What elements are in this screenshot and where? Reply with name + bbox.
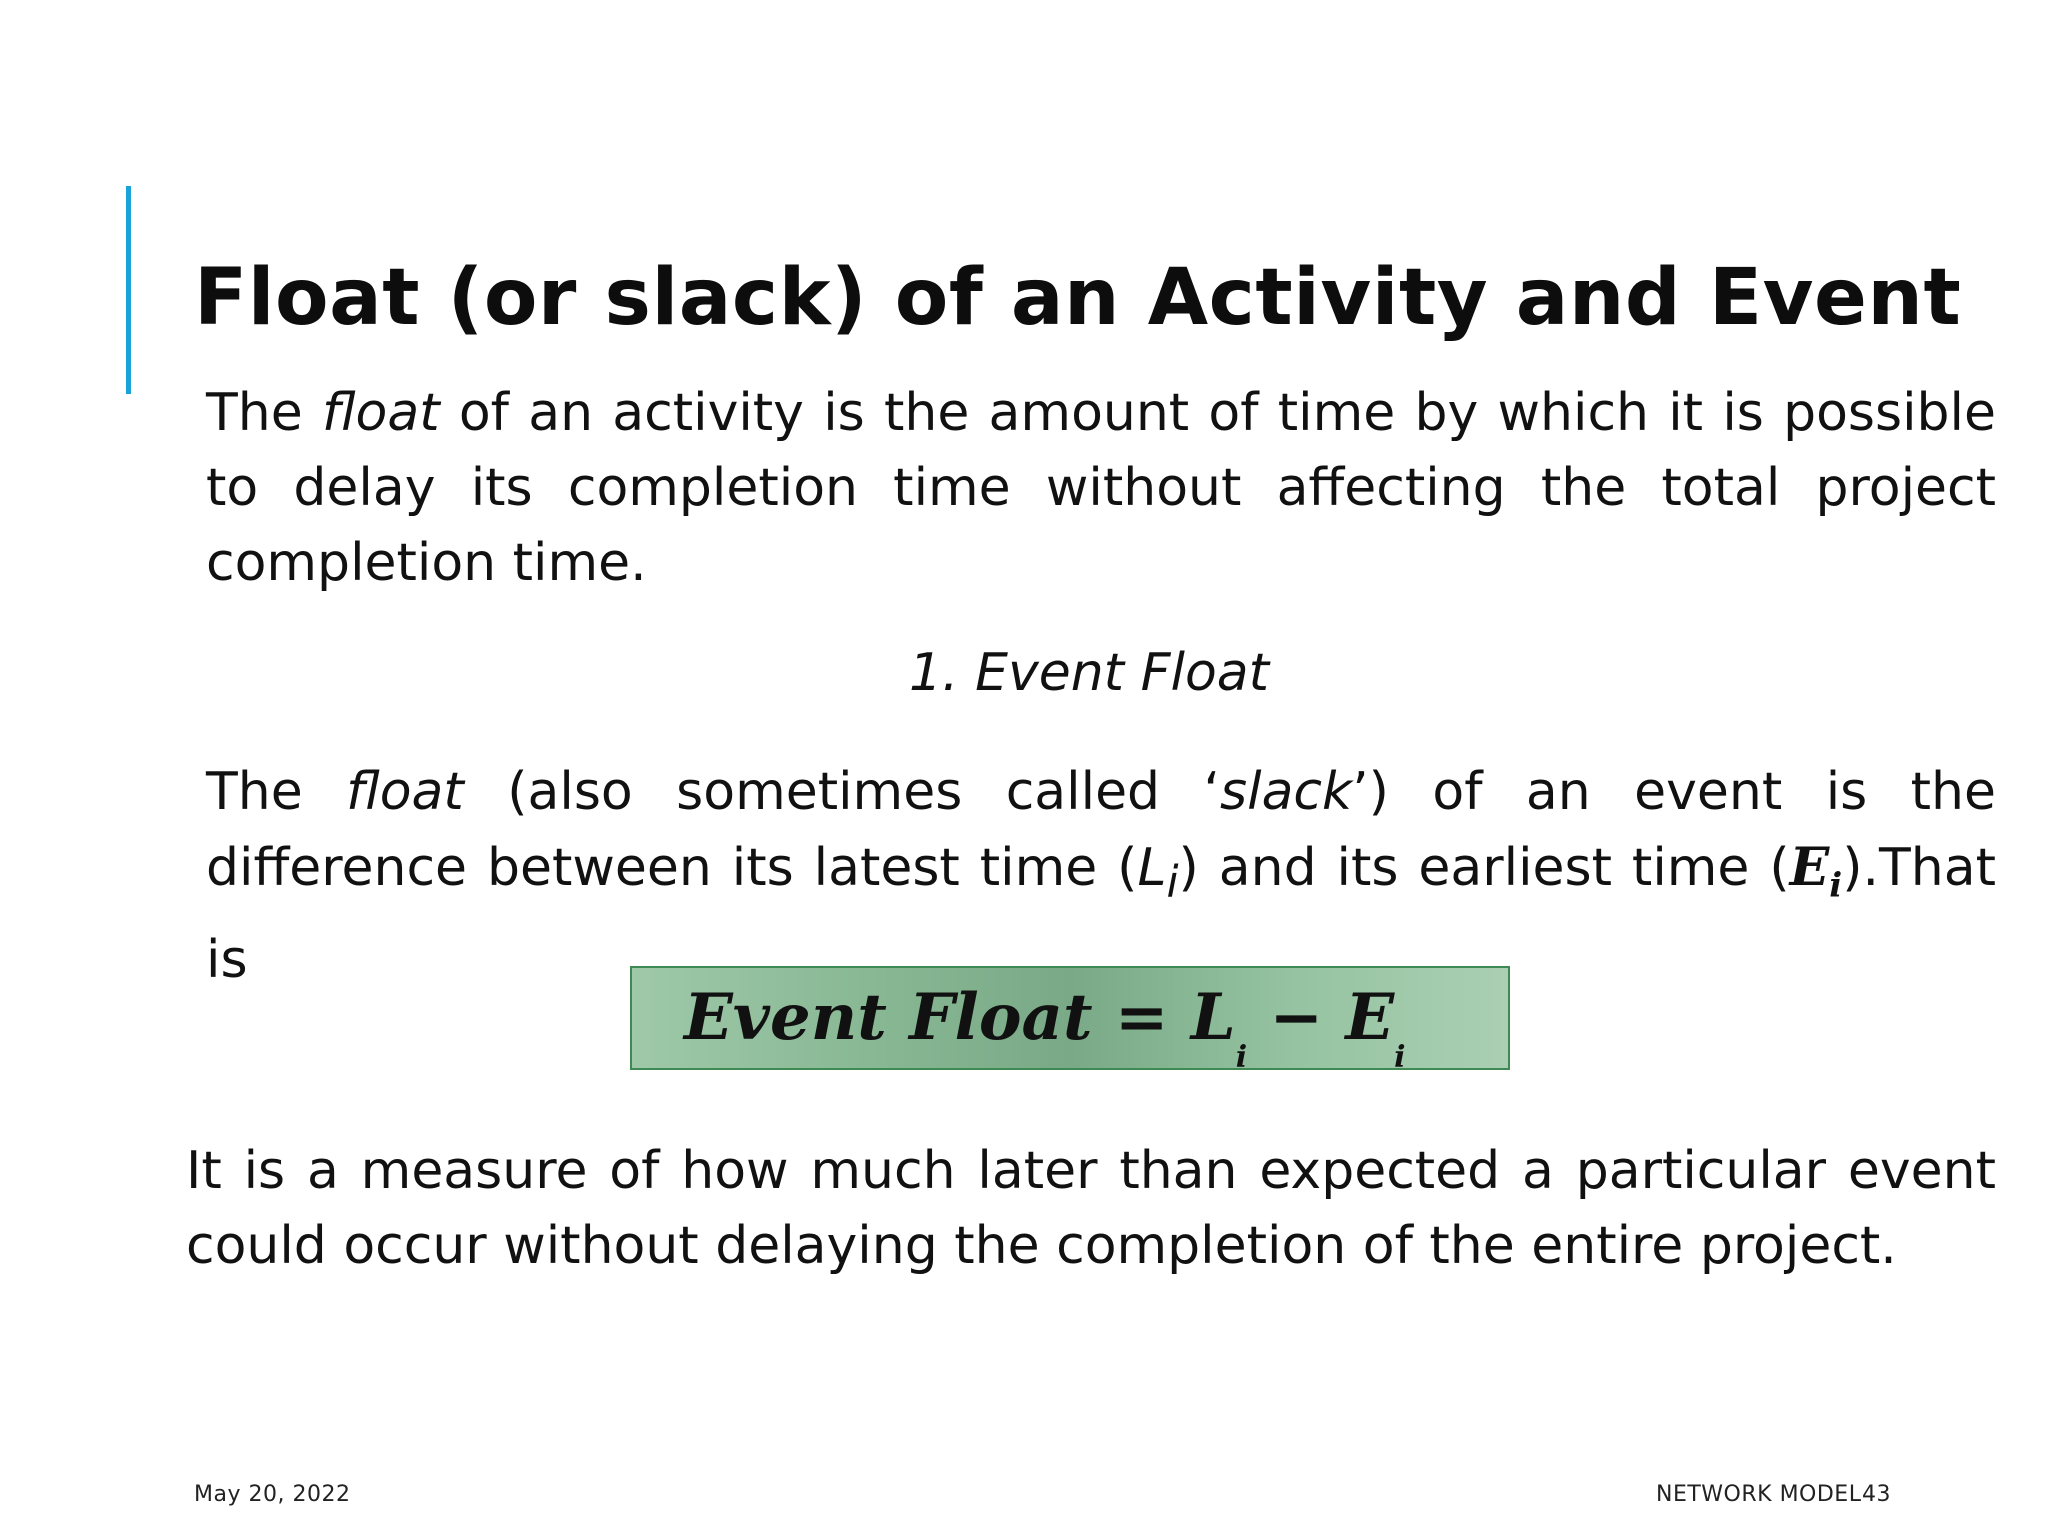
- formula-earliest: E: [1345, 980, 1395, 1055]
- formula-lhs: Event Float: [684, 980, 1093, 1055]
- para2-text-5: ).That is: [206, 838, 1996, 991]
- footer-date: May 20, 2022: [194, 1482, 351, 1507]
- event-float-formula-box: [630, 966, 1510, 1075]
- formula-latest: L: [1190, 980, 1236, 1055]
- para2-slack-term: slack: [1220, 762, 1353, 822]
- para1-float-term: float: [321, 383, 440, 443]
- para1-text-1: The: [206, 383, 322, 443]
- para2-earliest-subscript: i: [1829, 865, 1843, 906]
- subheading-event-float: 1. Event Float: [908, 643, 1270, 703]
- para2-text-1: The: [206, 762, 347, 822]
- para2-text-2: (also sometimes called ‘: [463, 762, 1221, 822]
- formula-minus: −: [1247, 980, 1346, 1055]
- para2-earliest-symbol: E: [1789, 837, 1830, 898]
- footer-page-number: 43: [1862, 1482, 1891, 1507]
- formula-equals: =: [1092, 980, 1191, 1055]
- slide-title: Float (or slack) of an Activity and Event: [194, 253, 1962, 343]
- measure-paragraph: It is a measure of how much later than expected a particular event could occur without delaying the completion of the entire project.: [186, 1141, 1996, 1276]
- para1-text-2: of an activity is the amount of time by which it is possible to delay its completion time without affecting the total project completion time.: [206, 383, 1996, 593]
- para2-float-term: float: [346, 762, 464, 822]
- para2-text-4: ) and its earliest time (: [1178, 838, 1790, 898]
- footer-title: NETWORK MODEL: [1656, 1482, 1862, 1507]
- float-definition-paragraph: [206, 376, 1996, 601]
- para2-text-3: ’) of an event is the difference between its latest time (: [206, 762, 1996, 898]
- accent-bar: [126, 186, 131, 394]
- formula-earliest-subscript: i: [1394, 1040, 1406, 1075]
- event-float-paragraph: [206, 755, 1996, 998]
- para2-latest-subscript: i: [1166, 857, 1179, 908]
- para2-latest-symbol: L: [1137, 838, 1167, 898]
- formula-latest-subscript: i: [1235, 1040, 1248, 1075]
